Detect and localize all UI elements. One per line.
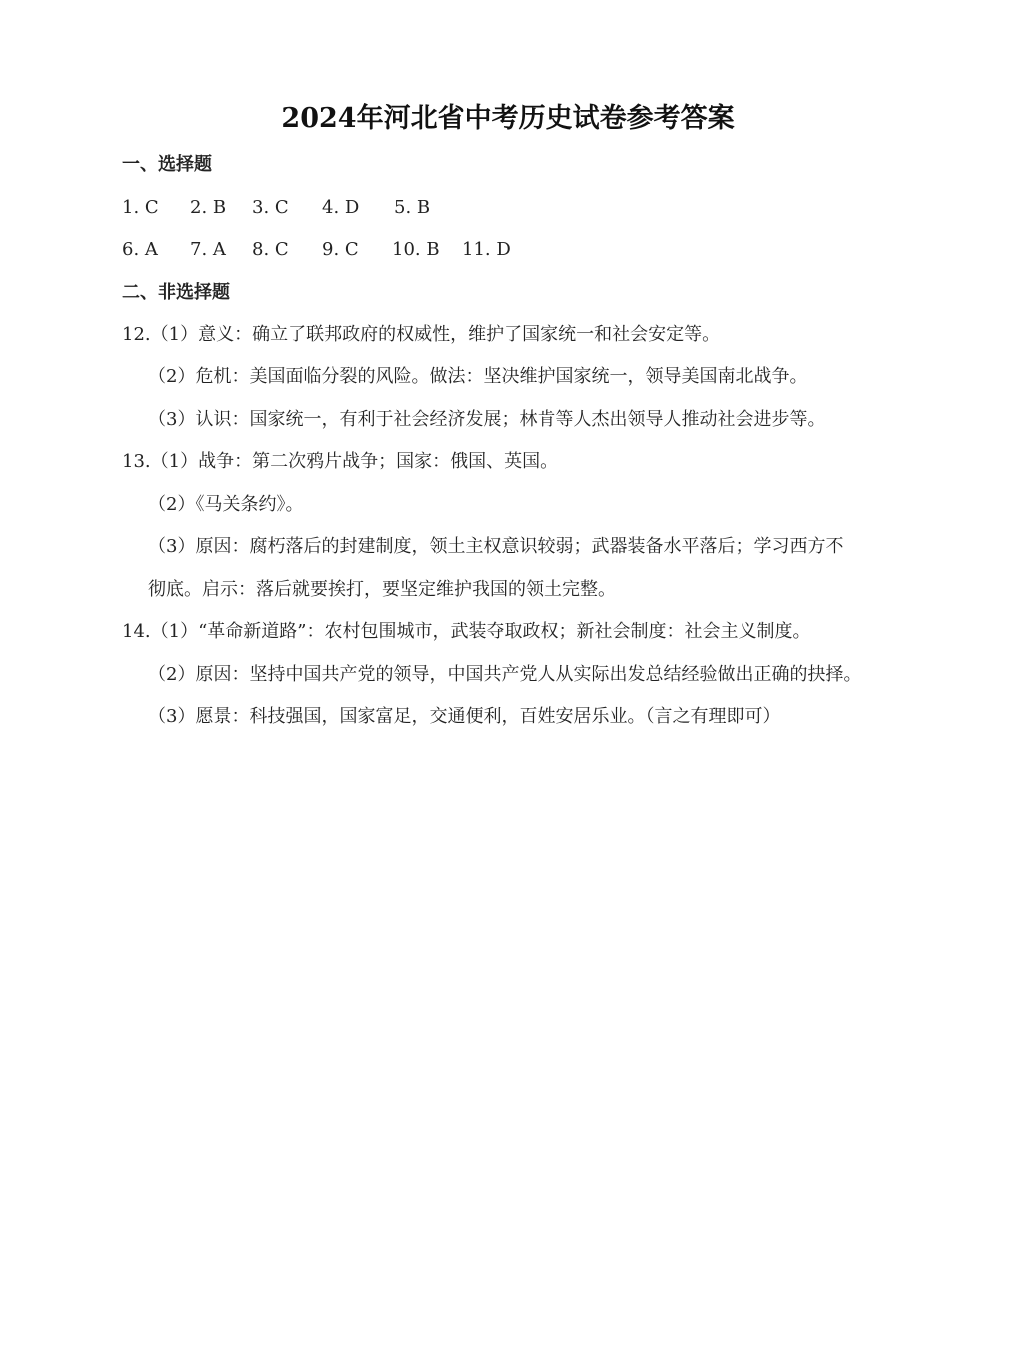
q13-part1: 13.（1）战争：第二次鸦片战争；国家：俄国、英国。 [122, 451, 559, 472]
answer-item: 2. B [190, 197, 227, 218]
q14-part1: 14.（1）“革命新道路”：农村包围城市，武装夺取政权；新社会制度：社会主义制度。 [122, 621, 811, 642]
answer-item: 11. D [462, 239, 511, 260]
choice-answers-row-1 [122, 196, 430, 220]
answer-item: 7. A [190, 239, 226, 260]
answer-item: 1. C [122, 197, 159, 218]
answer-item: 3. C [252, 197, 289, 218]
answer-item: 10. B [392, 239, 440, 260]
q14-part3: （3）愿景：科技强国，国家富足，交通便利，百姓安居乐业。（言之有理即可） [148, 706, 781, 727]
choice-answers-row-2 [122, 238, 511, 262]
section-heading-non-choice: 二、非选择题 [122, 282, 230, 303]
answer-item: 8. C [252, 239, 289, 260]
answer-item: 9. C [322, 239, 359, 260]
q14-part2: （2）原因：坚持中国共产党的领导，中国共产党人从实际出发总结经验做出正确的抉择。 [148, 664, 862, 685]
answer-item: 5. B [394, 197, 431, 218]
section-heading-choice: 一、选择题 [122, 154, 212, 175]
page-title: 2024年河北省中考历史试卷参考答案 [281, 103, 735, 134]
q13-part3-line2: 彻底。启示：落后就要挨打，要坚定维护我国的领土完整。 [148, 579, 616, 600]
q12-part1: 12.（1）意义：确立了联邦政府的权威性，维护了国家统一和社会安定等。 [122, 324, 721, 345]
answer-item: 4. D [322, 197, 360, 218]
q12-part2: （2）危机：美国面临分裂的风险。做法：坚决维护国家统一，领导美国南北战争。 [148, 366, 808, 387]
q13-part3-line1: （3）原因：腐朽落后的封建制度，领土主权意识较弱；武器装备水平落后；学习西方不 [148, 536, 844, 557]
q13-part2: （2）《马关条约》。 [148, 494, 304, 515]
q12-part3: （3）认识：国家统一，有利于社会经济发展；林肯等人杰出领导人推动社会进步等。 [148, 409, 826, 430]
answer-item: 6. A [122, 239, 158, 260]
